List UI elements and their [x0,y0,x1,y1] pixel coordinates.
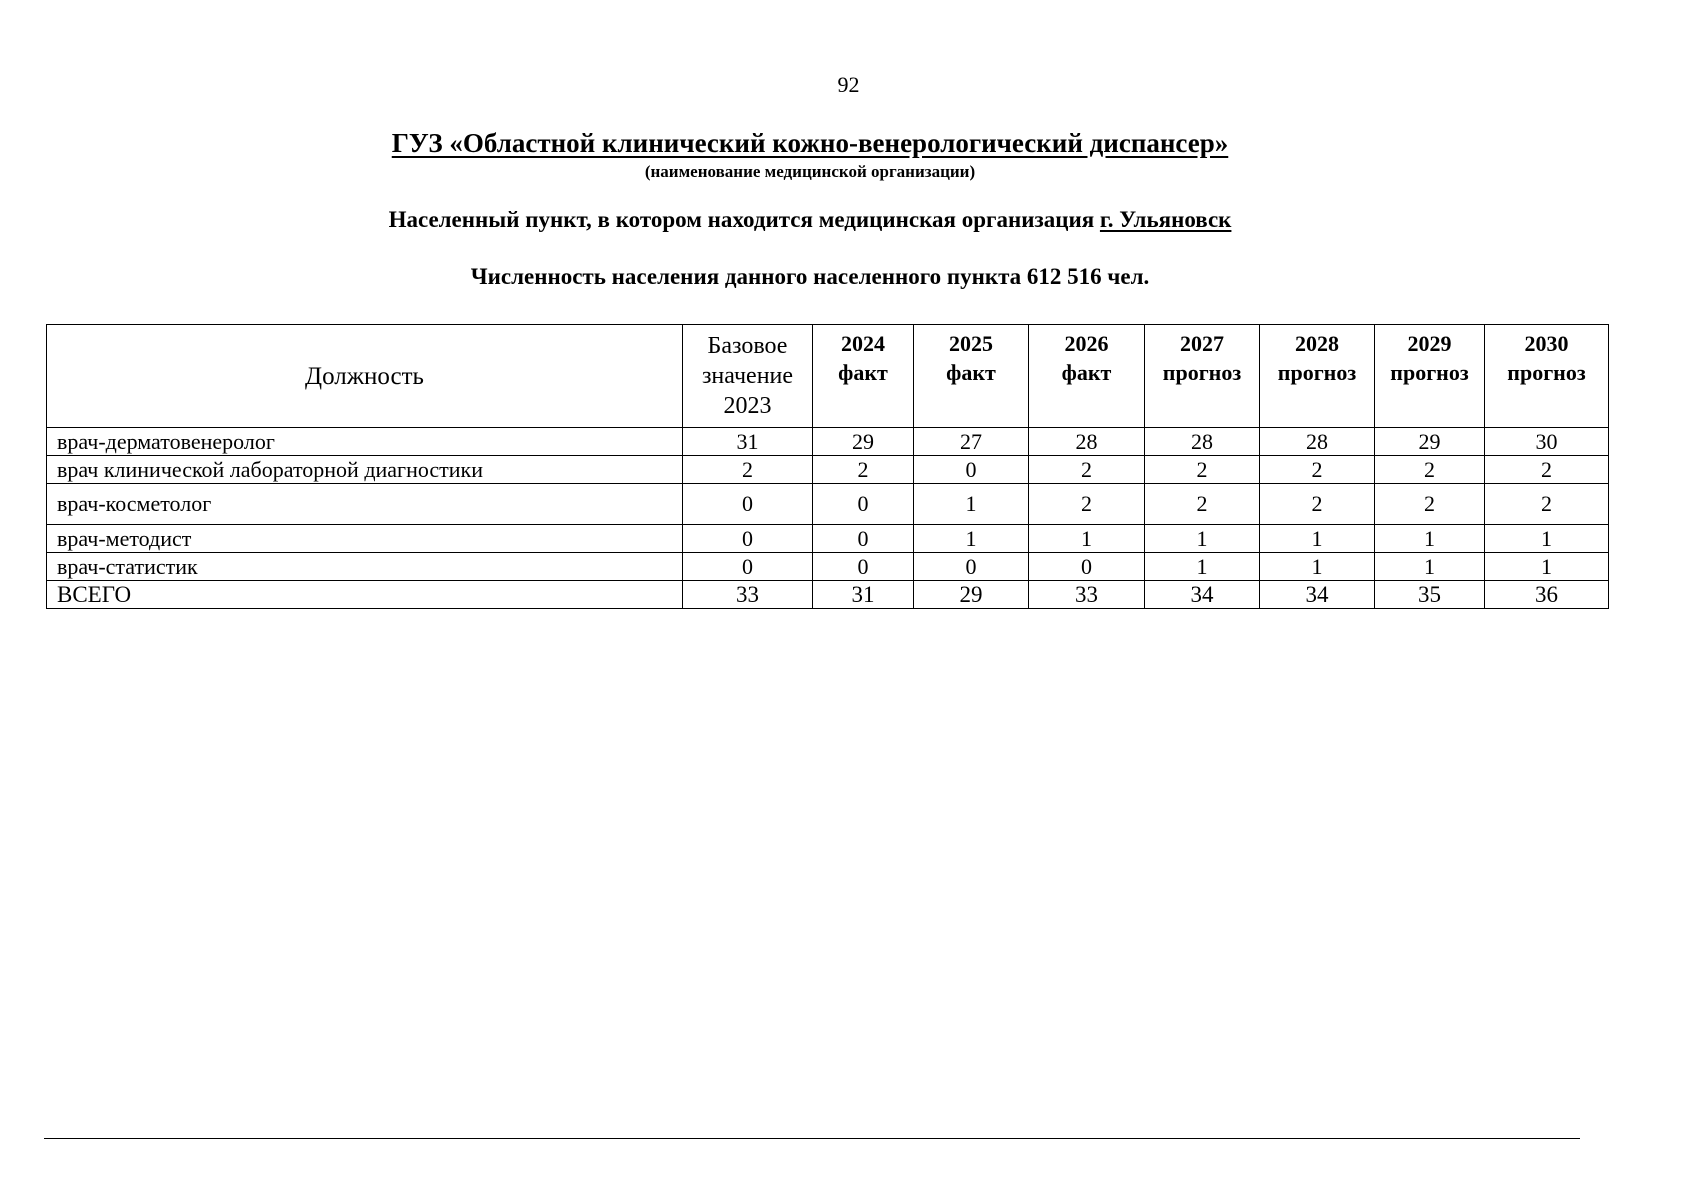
cell-value: 2 [1485,456,1609,484]
row-position: врач-статистик [47,553,683,581]
table-row [47,525,1609,553]
staffing-table [46,324,1609,609]
header-kind: прогноз [1390,360,1469,385]
header-year-2025 [914,325,1029,428]
cell-value: 1 [1485,553,1609,581]
cell-value: 29 [813,428,914,456]
organization-name [0,128,1620,159]
cell-value: 28 [1145,428,1260,456]
header-year: 2025 [949,331,993,356]
cell-value: 2 [1485,484,1609,525]
population-line: Численность населения данного населенного пункта 612 516 чел. [470,264,1150,289]
cell-value: 1 [914,525,1029,553]
cell-value: 33 [683,581,813,609]
cell-value: 2 [1029,456,1145,484]
header-year: 2026 [1064,331,1109,356]
cell-value: 1 [1485,525,1609,553]
locality-label: Населенный пункт, в котором находится медицинская организация [388,207,1095,232]
header-year-2029 [1375,325,1485,428]
cell-value: 0 [683,553,813,581]
cell-value: 0 [813,525,914,553]
cell-value: 1 [1145,525,1260,553]
cell-value: 27 [914,428,1029,456]
cell-value: 1 [1145,553,1260,581]
organization-caption: (наименование медицинской организации) [644,162,976,181]
cell-value: 28 [1260,428,1375,456]
header-kind: прогноз [1277,360,1357,385]
cell-value: 28 [1029,428,1145,456]
header-base-line3: 2023 [723,393,772,419]
header-year: 2027 [1180,331,1224,356]
header-kind: факт [946,360,996,385]
cell-value: 2 [1375,484,1485,525]
cell-value: 2 [1375,456,1485,484]
header-kind: прогноз [1507,360,1586,385]
cell-value: 0 [683,525,813,553]
row-position: ВСЕГО [47,581,683,609]
footer-divider [44,1138,1580,1139]
cell-value: 1 [1375,553,1485,581]
header-base-line1: Базовое [707,333,788,359]
cell-value: 0 [914,456,1029,484]
cell-value: 1 [1375,525,1485,553]
table-row [47,553,1609,581]
header-year-2027 [1145,325,1260,428]
cell-value: 35 [1375,581,1485,609]
row-position: врач-методист [47,525,683,553]
header-year: 2029 [1407,331,1452,356]
locality-city: г. Ульяновск [1099,207,1232,232]
cell-value: 0 [813,553,914,581]
header-year-2024 [813,325,914,428]
header-base-line2: значение [701,363,794,389]
header-year: 2030 [1524,331,1569,356]
header-year-2026 [1029,325,1145,428]
cell-value: 34 [1145,581,1260,609]
row-position: врач-косметолог [47,484,683,525]
cell-value: 0 [1029,553,1145,581]
header-year-2028 [1260,325,1375,428]
locality-line [0,207,1620,233]
cell-value: 36 [1485,581,1609,609]
cell-value: 1 [1029,525,1145,553]
table-row [47,428,1609,456]
table-header-row [47,325,1609,428]
cell-value: 29 [1375,428,1485,456]
table-row-total [47,581,1609,609]
organization-name-text: ГУЗ «Областной клинический кожно-венерологический диспансер» [391,128,1229,158]
cell-value: 0 [683,484,813,525]
page-number: 92 [837,72,860,97]
cell-value: 1 [1260,525,1375,553]
cell-value: 2 [683,456,813,484]
cell-value: 34 [1260,581,1375,609]
cell-value: 2 [1145,456,1260,484]
header-year-2030 [1485,325,1609,428]
cell-value: 2 [1029,484,1145,525]
cell-value: 2 [1260,484,1375,525]
cell-value: 29 [914,581,1029,609]
header-kind: прогноз [1162,360,1242,385]
header-year: 2024 [841,331,885,356]
table-row [47,456,1609,484]
cell-value: 33 [1029,581,1145,609]
cell-value: 2 [813,456,914,484]
cell-value: 2 [1145,484,1260,525]
cell-value: 31 [813,581,914,609]
header-position: Должность [47,325,683,428]
cell-value: 1 [914,484,1029,525]
cell-value: 31 [683,428,813,456]
header-year: 2028 [1295,331,1339,356]
table-row [47,484,1609,525]
header-base-value [683,325,813,428]
cell-value: 0 [813,484,914,525]
header-kind: факт [838,360,888,385]
row-position: врач-дерматовенеролог [47,428,683,456]
cell-value: 30 [1485,428,1609,456]
cell-value: 0 [914,553,1029,581]
cell-value: 1 [1260,553,1375,581]
row-position: врач клинической лабораторной диагностики [47,456,683,484]
header-kind: факт [1061,360,1112,385]
cell-value: 2 [1260,456,1375,484]
